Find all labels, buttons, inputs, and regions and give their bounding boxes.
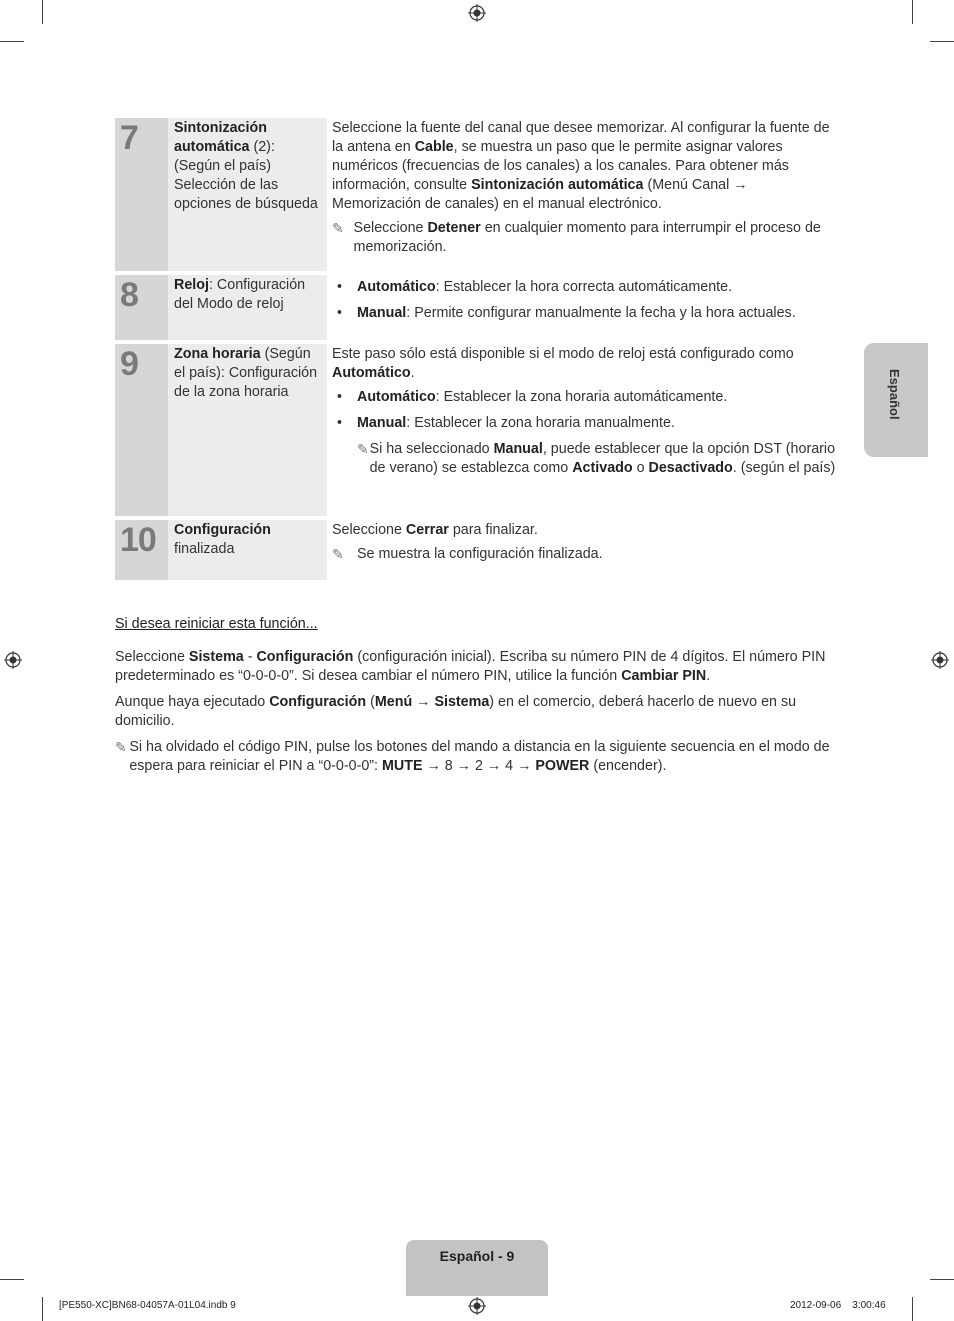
language-side-tab-label: Español xyxy=(887,369,902,420)
print-timestamp: 2012-09-06 3:00:46 xyxy=(790,1300,886,1311)
step-number: 7 xyxy=(115,118,168,271)
bullet-dot-icon: • xyxy=(337,279,343,295)
note-text: Seleccione Detener en cualquier momento para interrumpir el proceso de memorización. xyxy=(353,220,821,255)
step-note xyxy=(357,440,840,478)
step-bullet xyxy=(332,388,840,407)
step-label: Reloj: Configuración del Modo de reloj xyxy=(168,275,327,340)
language-side-tab xyxy=(864,343,928,457)
crop-mark xyxy=(912,0,913,24)
reset-section xyxy=(115,615,840,780)
step-number: 8 xyxy=(115,275,168,340)
pencil-note-icon: ✎ xyxy=(357,441,369,457)
step-note xyxy=(332,545,840,564)
bullet-dot-icon: • xyxy=(337,305,343,321)
step-description xyxy=(327,520,840,580)
file-info: [PE550-XC]BN68-04057A-01L04.indb 9 xyxy=(59,1300,236,1311)
crop-mark xyxy=(0,1279,24,1280)
registration-mark-icon xyxy=(468,1297,486,1315)
crop-mark xyxy=(42,0,43,24)
step-label: Zona horaria (Según el país): Configuración de la zona horaria xyxy=(168,344,327,516)
reset-paragraph-1: Seleccione Sistema - Configuración (configuración inicial). Escriba su número PIN de 4 dígitos. El número PIN predeterminado es “0-0-0-0”. Si desea cambiar el número PIN, utilice la función Cambiar PIN. xyxy=(115,649,826,684)
registration-mark-icon xyxy=(468,4,486,22)
pencil-note-icon: ✎ xyxy=(332,546,344,562)
page-number-tab: Español - 9 xyxy=(406,1240,548,1296)
step-bullet xyxy=(332,278,840,297)
steps-table xyxy=(115,118,840,584)
reset-note-text: Si ha olvidado el código PIN, pulse los botones del mando a distancia en la siguiente secuencia en el modo de espera para reiniciar el PIN a “0-0-0-0”: MUTE → 8 → 2 → 4 → POWER (encender). xyxy=(129,739,830,774)
bullet-text: Automático: Establecer la zona horaria automáticamente. xyxy=(357,389,728,405)
step-paragraph: Seleccione la fuente del canal que desee memorizar. Al configurar la fuente de la antena en Cable, se muestra un paso que le permite asignar valores numéricos (frecuencias de los canales) a los canales. Para obtener más información, consulte Sintonización automática (Menú Canal → Memorización de canales) en el manual electrónico. xyxy=(332,120,830,212)
bullet-dot-icon: • xyxy=(337,389,343,405)
pencil-note-icon: ✎ xyxy=(115,739,127,755)
reset-note xyxy=(115,738,840,776)
note-text: Si ha seleccionado Manual, puede establecer que la opción DST (horario de verano) se establezca como Activado o Desactivado. (según el país) xyxy=(369,441,836,476)
step-bullet xyxy=(332,414,840,433)
pencil-note-icon: ✎ xyxy=(332,220,344,236)
bullet-text: Manual: Establecer la zona horaria manualmente. xyxy=(357,415,675,431)
crop-mark xyxy=(42,1297,43,1321)
crop-mark xyxy=(912,1297,913,1321)
step-description xyxy=(327,344,840,516)
bullet-dot-icon: • xyxy=(337,415,343,431)
step-label: Configuración finalizada xyxy=(168,520,327,580)
step-row xyxy=(115,275,840,340)
bullet-text: Manual: Permite configurar manualmente la fecha y la hora actuales. xyxy=(357,305,796,321)
step-row xyxy=(115,118,840,271)
crop-mark xyxy=(0,41,24,42)
step-description xyxy=(327,118,840,271)
crop-mark xyxy=(930,41,954,42)
bullet-text: Automático: Establecer la hora correcta automáticamente. xyxy=(357,279,733,295)
crop-mark xyxy=(930,1279,954,1280)
registration-mark-icon xyxy=(931,651,949,669)
step-description xyxy=(327,275,840,340)
step-paragraph: Este paso sólo está disponible si el modo de reloj está configurado como Automático. xyxy=(332,346,794,381)
step-paragraph: Seleccione Cerrar para finalizar. xyxy=(332,522,538,538)
step-number: 10 xyxy=(115,520,168,580)
reset-paragraph-2: Aunque haya ejecutado Configuración (Menú → Sistema) en el comercio, deberá hacerlo de nuevo en su domicilio. xyxy=(115,694,797,729)
step-row xyxy=(115,520,840,580)
registration-mark-icon xyxy=(4,651,22,669)
step-note xyxy=(332,219,840,257)
step-number: 9 xyxy=(115,344,168,516)
step-bullet xyxy=(332,304,840,323)
step-label: Sintonización automática (2): (Según el país) Selección de las opciones de búsqueda xyxy=(168,118,327,271)
note-text: Se muestra la configuración finalizada. xyxy=(357,546,603,562)
step-row xyxy=(115,344,840,516)
reset-heading: Si desea reiniciar esta función... xyxy=(115,616,318,632)
